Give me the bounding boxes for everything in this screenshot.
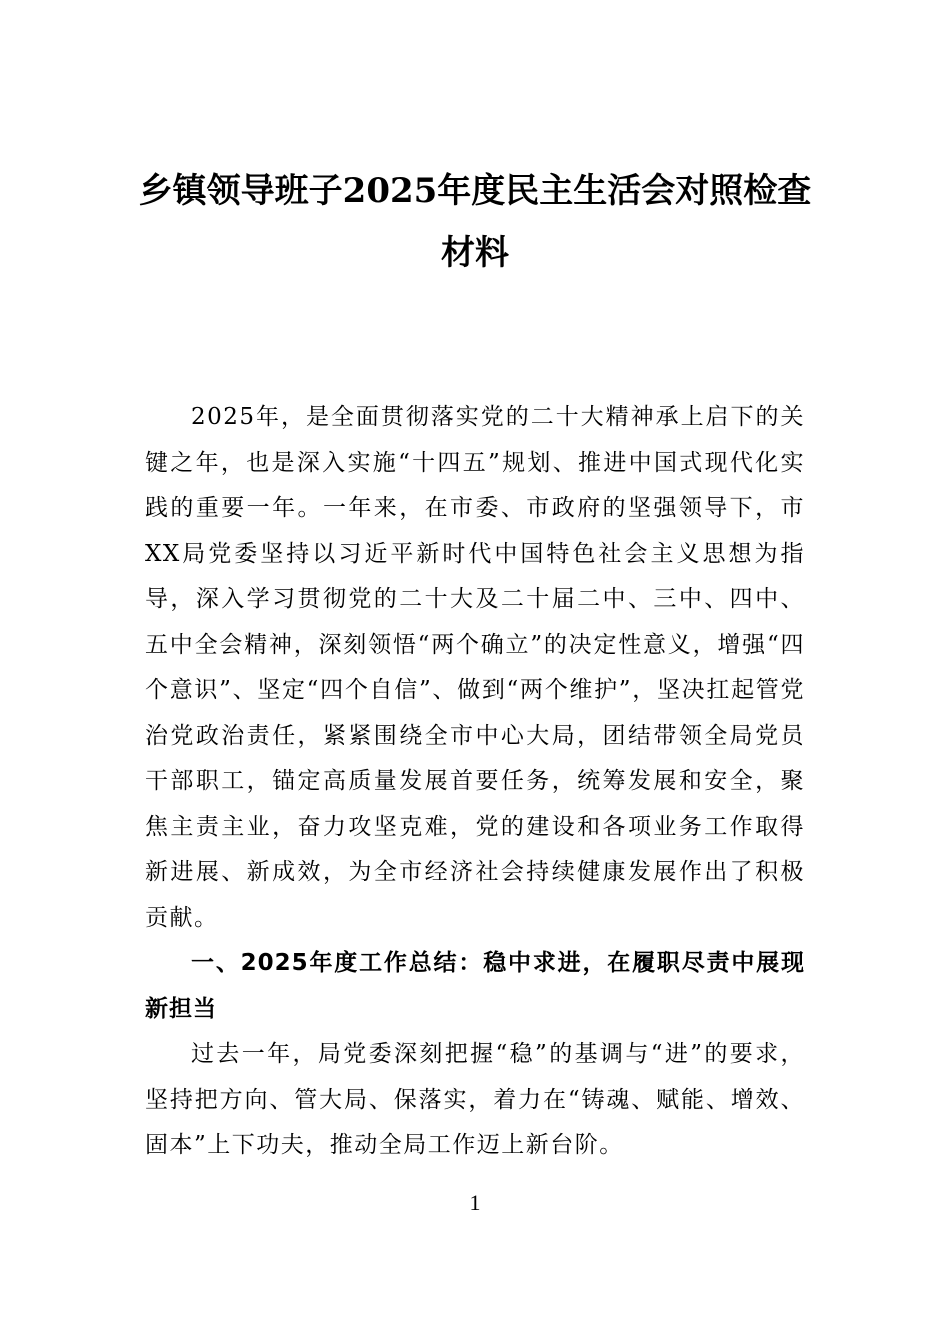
section-heading: 一、2025年度工作总结：稳中求进，在履职尽责中展现新担当: [145, 950, 805, 1022]
document-title: 乡镇领导班子2025年度民主生活会对照检查材料: [138, 171, 812, 273]
document-body: [145, 395, 805, 1169]
page-number: 1: [469, 1190, 481, 1215]
intro-paragraph: 2025年，是全面贯彻落实党的二十大精神承上启下的关键之年，也是深入实施“十四五”规划、推进中国式现代化实践的重要一年。一年来，在市委、市政府的坚强领导下，市XX局党委坚持以习近平新时代中国特色社会主义思想为指导，深入学习贯彻党的二十大及二十届二中、三中、四中、五中全会精神，深刻领悟“两个确立”的决定性意义，增强“四个意识”、坚定“四个自信”、做到“两个维护”，坚决扛起管党治党政治责任，紧紧围绕全市中心大局，团结带领全局党员干部职工，锚定高质量发展首要任务，统筹发展和安全，聚焦主责主业，奋力攻坚克难，党的建设和各项业务工作取得新进展、新成效，为全市经济社会持续健康发展作出了积极贡献。: [145, 404, 805, 931]
section-paragraph: 过去一年，局党委深刻把握“稳”的基调与“进”的要求，坚持把方向、管大局、保落实，着力在“铸魂、赋能、增效、固本”上下功夫，推动全局工作迈上新台阶。: [145, 1041, 805, 1158]
